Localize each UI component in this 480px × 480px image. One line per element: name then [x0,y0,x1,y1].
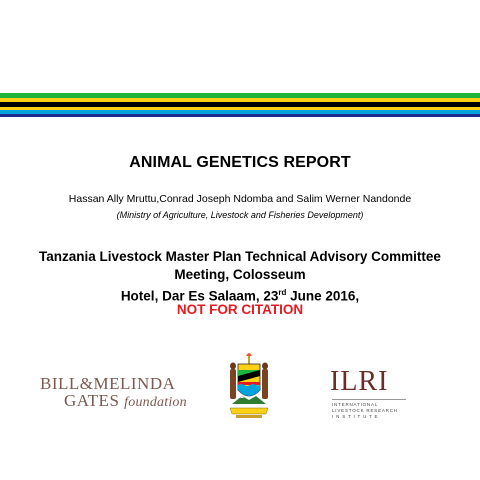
stripe-dark-blue [0,114,480,117]
not-for-citation-label: NOT FOR CITATION [176,302,304,317]
ilri-mark: ILRI [330,366,389,397]
gates-logo-line-2 [64,391,187,411]
report-title: ANIMAL GENETICS REPORT [129,154,351,171]
ilri-line-2: LIVESTOCK RESEARCH [332,408,398,413]
ilri-logo [330,366,410,426]
tanzania-coat-of-arms-icon [226,352,272,424]
ilri-divider [332,399,406,400]
meeting-details [20,248,460,306]
gates-logo-line-1: BILL&MELINDA [40,374,176,393]
gates-logo-italic: foundation [124,395,187,410]
ilri-line-1: INTERNATIONAL [332,402,379,407]
meeting-line-2-text: Hotel, Dar Es Salaam, 23 [120,288,279,304]
gates-foundation-logo [40,374,187,414]
flag-color-stripes [0,93,480,117]
meeting-line-2-end: June 2016, [286,288,360,304]
date-ordinal-suffix: rd [278,288,287,297]
authors-line: Hassan Ally Mruttu,Conrad Joseph Ndomba and Salim Werner Nandonde [68,193,412,205]
affiliation-line: (Ministry of Agriculture, Livestock and Fisheries Development) [116,210,364,220]
ilri-line-3: I N S T I T U T E [332,414,379,419]
meeting-line-1: Tanzania Livestock Master Plan Technical Advisory Committee Meeting, Colosseum [39,249,441,282]
gates-logo-caps: GATES [64,391,120,410]
